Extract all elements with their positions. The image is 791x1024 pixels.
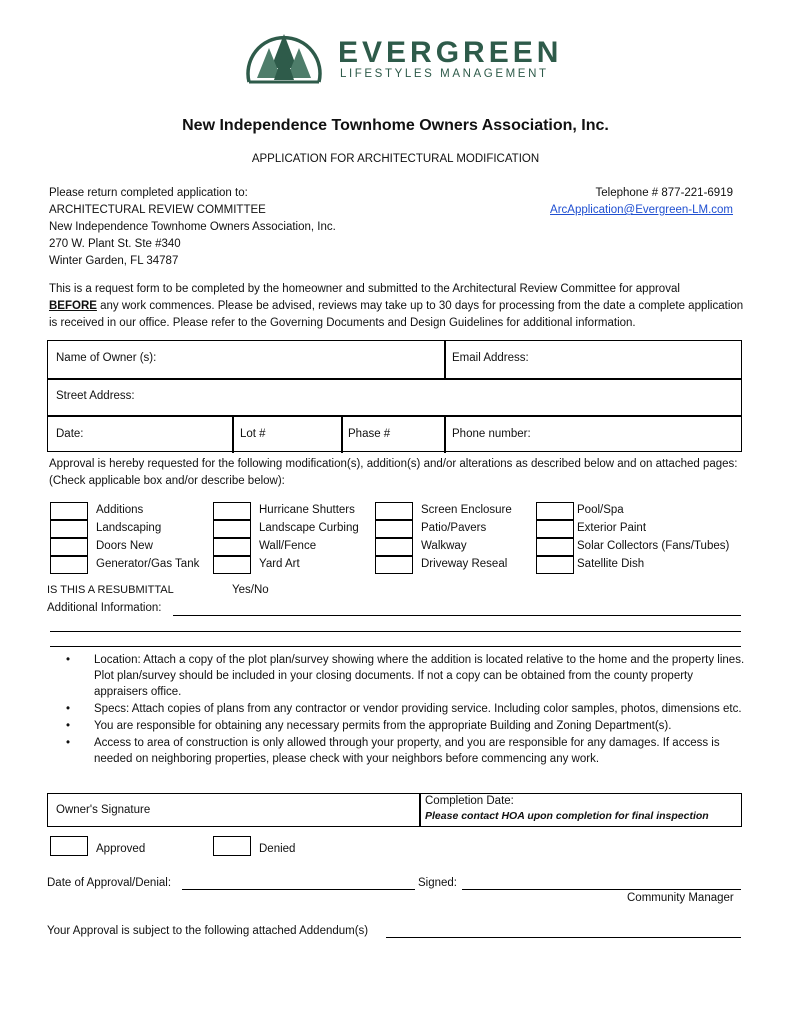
completion-date-field[interactable]: Completion Date: — [425, 795, 514, 807]
owner-info-table — [47, 340, 742, 452]
addendum-line[interactable] — [386, 937, 741, 938]
return-line: 270 W. Plant St. Ste #340 — [49, 238, 181, 250]
list-item: • You are responsible for obtaining any necessary permits from the appropriate Building and Zoning Department(s). — [66, 720, 672, 732]
brand-name: EVERGREEN — [338, 36, 563, 69]
checkbox-landscaping[interactable] — [50, 520, 88, 538]
brand-subtitle: LIFESTYLES MANAGEMENT — [340, 68, 549, 80]
option-label: Additions — [96, 504, 144, 516]
option-label: Solar Collectors (Fans/Tubes) — [577, 540, 730, 552]
intro-paragraph — [49, 281, 749, 332]
option-label: Wall/Fence — [259, 540, 317, 552]
approval-request-text: Approval is hereby requested for the following modification(s), addition(s) and/or alterations as described below and on attached pages: (Check applicable box and/or describe below): — [49, 458, 738, 487]
option-label: Driveway Reseal — [421, 558, 508, 570]
signed-line[interactable] — [462, 889, 741, 890]
option-label: Walkway — [421, 540, 467, 552]
option-label: Patio/Pavers — [421, 522, 487, 534]
option-label: Generator/Gas Tank — [96, 558, 200, 570]
denied-label: Denied — [259, 843, 296, 855]
approval-date-label: Date of Approval/Denial: — [47, 877, 172, 889]
additional-info-line[interactable] — [50, 646, 741, 647]
list-item: • Access to area of construction is only allowed through your property, and you are responsible for any damages. If access is needed on neighboring properties, please check with your neighbors before commencing any work. — [66, 737, 720, 765]
approved-label: Approved — [96, 843, 146, 855]
date-field[interactable]: Date: — [56, 428, 84, 440]
checkbox-driveway-reseal[interactable] — [375, 556, 413, 574]
signature-table — [47, 793, 742, 827]
checkbox-pool-spa[interactable] — [536, 502, 574, 520]
option-label: Screen Enclosure — [421, 504, 512, 516]
option-label: Doors New — [96, 540, 153, 552]
phase-field[interactable]: Phase # — [348, 428, 391, 440]
lot-field[interactable]: Lot # — [240, 428, 266, 440]
checkbox-screen-enclosure[interactable] — [375, 502, 413, 520]
additional-info-line[interactable] — [173, 615, 741, 616]
option-label: Landscaping — [96, 522, 162, 534]
option-label: Exterior Paint — [577, 522, 647, 534]
checkbox-walkway[interactable] — [375, 538, 413, 556]
checkbox-denied[interactable] — [213, 836, 251, 856]
contact-info — [550, 185, 733, 219]
approval-date-line[interactable] — [182, 889, 415, 890]
checkbox-patio-pavers[interactable] — [375, 520, 413, 538]
email-link[interactable]: ArcApplication@Evergreen-LM.com — [550, 204, 733, 216]
telephone: Telephone # 877-221-6919 — [595, 187, 733, 199]
checkbox-hurricane-shutters[interactable] — [213, 502, 251, 520]
intro-part1: This is a request form to be completed by the homeowner and submitted to the Architectural Review Committee for approval — [49, 283, 680, 295]
return-heading: Please return completed application to: — [49, 187, 248, 199]
intro-bold: BEFORE — [49, 300, 97, 312]
owner-signature-field[interactable]: Owner's Signature — [56, 804, 151, 816]
option-label: Pool/Spa — [577, 504, 624, 516]
option-label: Yard Art — [259, 558, 300, 570]
checkbox-generator[interactable] — [50, 556, 88, 574]
completion-note: Please contact HOA upon completion for final inspection — [425, 810, 709, 822]
checkbox-yard-art[interactable] — [213, 556, 251, 574]
checkbox-wall-fence[interactable] — [213, 538, 251, 556]
instruction-list — [66, 652, 746, 768]
resubmittal-label: IS THIS A RESUBMITTAL — [47, 584, 174, 596]
checkbox-approved[interactable] — [50, 836, 88, 856]
intro-part2: any work commences. Please be advised, reviews may take up to 30 days for processing from the date a complete application is received in our office. Please refer to the Governing Documents and Design Guidelines for additional information. — [49, 300, 744, 329]
additional-info-line[interactable] — [50, 631, 741, 632]
resubmittal-options[interactable]: Yes/No — [232, 584, 269, 596]
evergreen-logo-icon — [243, 22, 325, 94]
checkbox-satellite-dish[interactable] — [536, 556, 574, 574]
document-title: New Independence Townhome Owners Association, Inc. — [182, 117, 609, 134]
checkbox-exterior-paint[interactable] — [536, 520, 574, 538]
checkbox-additions[interactable] — [50, 502, 88, 520]
addendum-label: Your Approval is subject to the following attached Addendum(s) — [47, 925, 369, 937]
email-field[interactable]: Email Address: — [452, 352, 529, 364]
checkbox-doors-new[interactable] — [50, 538, 88, 556]
checkbox-solar-collectors[interactable] — [536, 538, 574, 556]
return-address — [49, 185, 336, 270]
street-address-field[interactable]: Street Address: — [56, 390, 135, 402]
community-manager-label: Community Manager — [627, 892, 734, 904]
list-item: • Specs: Attach copies of plans from any contractor or vendor providing service. Including color samples, photos, dimensions etc. — [66, 703, 742, 715]
document-subtitle: APPLICATION FOR ARCHITECTURAL MODIFICATION — [251, 153, 540, 165]
additional-info-label: Additional Information: — [47, 602, 162, 614]
list-item: • Location: Attach a copy of the plot plan/survey showing where the addition is located relative to the home and the property lines. Plot plan/survey should be included in your closing documents. If not a copy can be obtained from the county property appraisers office. — [66, 654, 745, 698]
phone-field[interactable]: Phone number: — [452, 428, 531, 440]
return-line: New Independence Townhome Owners Association, Inc. — [49, 221, 336, 233]
signed-label: Signed: — [418, 877, 458, 889]
return-line: ARCHITECTURAL REVIEW COMMITTEE — [49, 204, 266, 216]
option-label: Landscape Curbing — [259, 522, 359, 534]
owner-name-field[interactable]: Name of Owner (s): — [56, 352, 157, 364]
option-label: Satellite Dish — [577, 558, 645, 570]
option-label: Hurricane Shutters — [259, 504, 355, 516]
return-line: Winter Garden, FL 34787 — [49, 255, 179, 267]
checkbox-landscape-curbing[interactable] — [213, 520, 251, 538]
